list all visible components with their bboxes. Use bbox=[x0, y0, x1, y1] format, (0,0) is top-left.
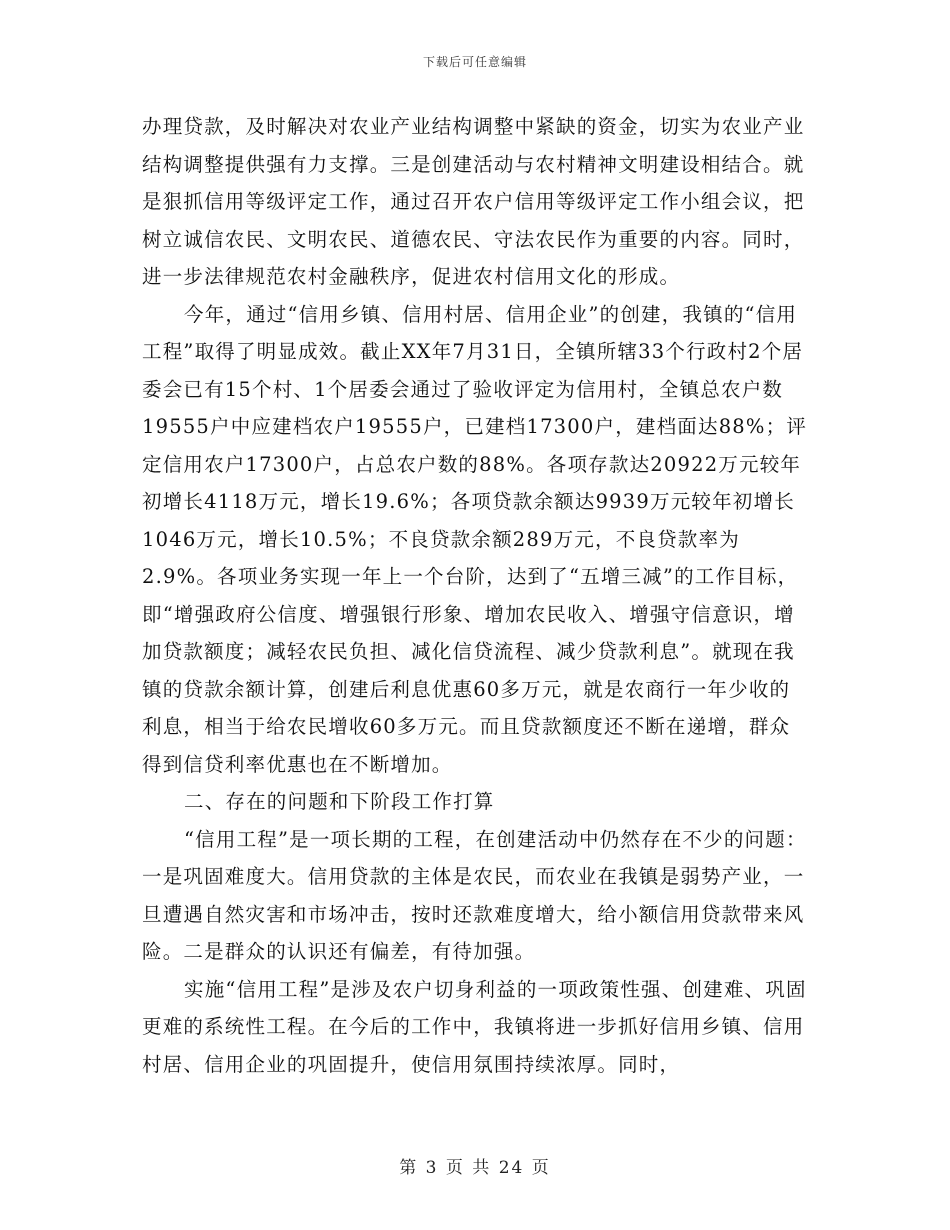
page-header-note: 下载后可任意编辑 bbox=[422, 55, 527, 69]
paragraph-next-steps: 实施“信用工程”是涉及农户切身利益的一项政策性强、创建难、巩固更难的系统性工程。在今后的工作中，我镇将进一步抓好信用乡镇、信用村居、信用企业的巩固提升，使信用氛围持续浓厚。同时， bbox=[142, 977, 807, 1076]
document-body bbox=[142, 108, 810, 1083]
page-number-footer: 第 3 页 共 24 页 bbox=[399, 1158, 551, 1178]
paragraph-loan-support: 办理贷款，及时解决对农业产业结构调整中紧缺的资金，切实为农业产业结构调整提供强有力支撑。三是创建活动与农村精神文明建设相结合。就是狠抓信用等级评定工作，通过召开农户信用等级评定工作小组会议，把树立诚信农民、文明农民、道德农民、守法农民作为重要的内容。同时，进一步法律规范农村金融秩序，促进农村信用文化的形成。 bbox=[142, 115, 805, 288]
paragraph-results: 今年，通过“信用乡镇、信用村居、信用企业”的创建，我镇的“信用工程”取得了明显成效。截止XX年7月31日，全镇所辖33个行政村2个居委会已有15个村、1个居委会通过了验收评定为信用村，全镇总农户数19555户中应建档农户19555户，已建档17300户，建档面达88%；评定信用农户17300户，占总农户数的88%。各项存款达20922万元较年初增长4118万元，增长19.6%；各项贷款余额达9939万元较年初增长1046万元，增长10.5%；不良贷款余额289万元，不良贷款率为2.9%。各项业务实现一年上一个台阶，达到了“五增三减”的工作目标，即“增强政府公信度、增强银行形象、增加农民收入、增强守信意识，增加贷款额度；减轻农民负担、减化信贷流程、减少贷款利息”。就现在我镇的贷款余额计算，创建后利息优惠60多万元，就是农商行一年少收的利息，相当于给农民增收60多万元。而且贷款额度还不断在递增，群众得到信贷利率优惠也在不断增加。 bbox=[142, 302, 808, 776]
section-heading-problems: 二、存在的问题和下阶段工作打算 bbox=[184, 790, 495, 813]
paragraph-problems: “信用工程”是一项长期的工程，在创建活动中仍然存在不少的问题：一是巩固难度大。信用贷款的主体是农民，而农业在我镇是弱势产业，一旦遭遇自然灾害和市场冲击，按时还款难度增大，给小额信用贷款带来风险。二是群众的认识还有偏差，有待加强。 bbox=[142, 827, 807, 963]
